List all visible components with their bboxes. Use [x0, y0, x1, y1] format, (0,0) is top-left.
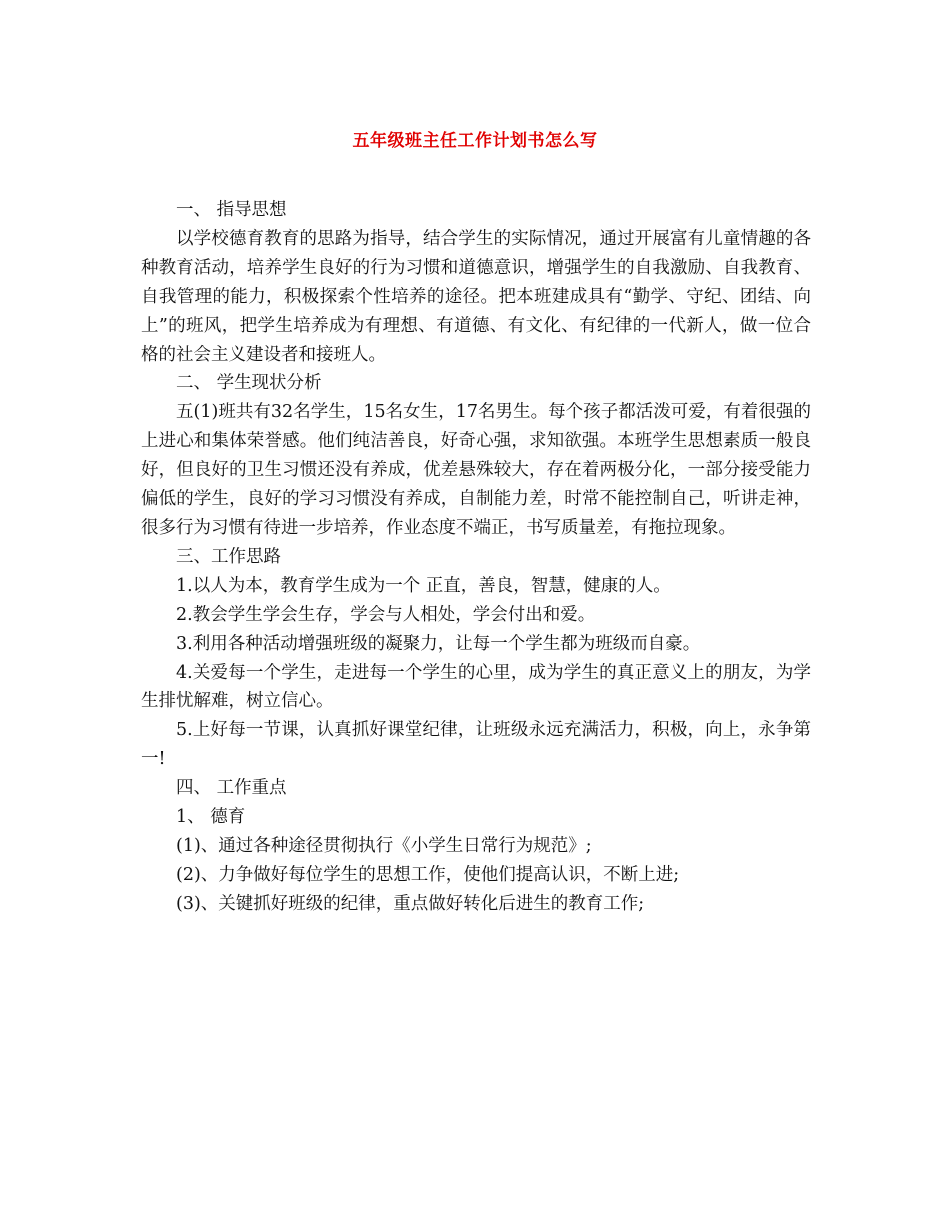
list-item-approach-1: 1.以人为本，教育学生成为一个 正直，善良，智慧，健康的人。 [176, 575, 671, 596]
paragraph-student-analysis: 五(1)班共有32名学生，15名女生，17名男生。每个孩子都活泼可爱，有着很强的上进心和集体荣誉感。他们纯洁善良，好奇心强，求知欲强。本班学生思想素质一般良好，但良好的卫生习惯还没有养成，优差悬殊较大，存在着两极分化，一部分接受能力偏低的学生，良好的学习习惯没有养成，自制能力差，时常不能控制自己，听讲走神，很多行为习惯有待进一步培养，作业态度不端正，书写质量差，有拖拉现象。 [141, 402, 811, 538]
list-item-approach-5: 5.上好每一节课，认真抓好课堂纪律，让班级永远充满活力，积极，向上，永争第一! [141, 720, 811, 770]
list-item-moral-1: (1)、通过各种途径贯彻执行《小学生日常行为规范》; [176, 835, 592, 856]
document-body [141, 196, 811, 919]
list-item-approach-2: 2.教会学生学会生存，学会与人相处，学会付出和爱。 [176, 604, 596, 625]
section-heading-work-approach: 三、工作思路 [176, 546, 281, 567]
list-item-approach-4: 4.关爱每一个学生，走进每一个学生的心里，成为学生的真正意义上的朋友，为学生排忧解难，树立信心。 [141, 662, 811, 712]
section-heading-work-focus: 四、 工作重点 [176, 778, 287, 799]
subheading-moral-education: 1、 德育 [176, 807, 246, 828]
section-heading-guiding-ideology: 一、 指导思想 [176, 200, 287, 220]
document-title: 五年级班主任工作计划书怎么写 [352, 131, 598, 151]
list-item-moral-2: (2)、力争做好每位学生的思想工作，使他们提高认识，不断上进; [176, 864, 680, 885]
list-item-approach-3: 3.利用各种活动增强班级的凝聚力，让每一个学生都为班级而自豪。 [176, 633, 701, 654]
section-heading-student-analysis: 二、 学生现状分析 [176, 373, 322, 394]
paragraph-guiding-ideology: 以学校德育教育的思路为指导，结合学生的实际情况，通过开展富有儿童情趣的各种教育活动，培养学生良好的行为习惯和道德意识，增强学生的自我激励、自我教育、自我管理的能力，积极探索个性培养的途径。把本班建成具有“勤学、守纪、团结、向上”的班风，把学生培养成为有理想、有道德、有文化、有纪律的一代新人，做一位合格的社会主义建设者和接班人。 [141, 228, 811, 365]
list-item-moral-3: (3)、关键抓好班级的纪律，重点做好转化后进生的教育工作; [176, 893, 645, 914]
